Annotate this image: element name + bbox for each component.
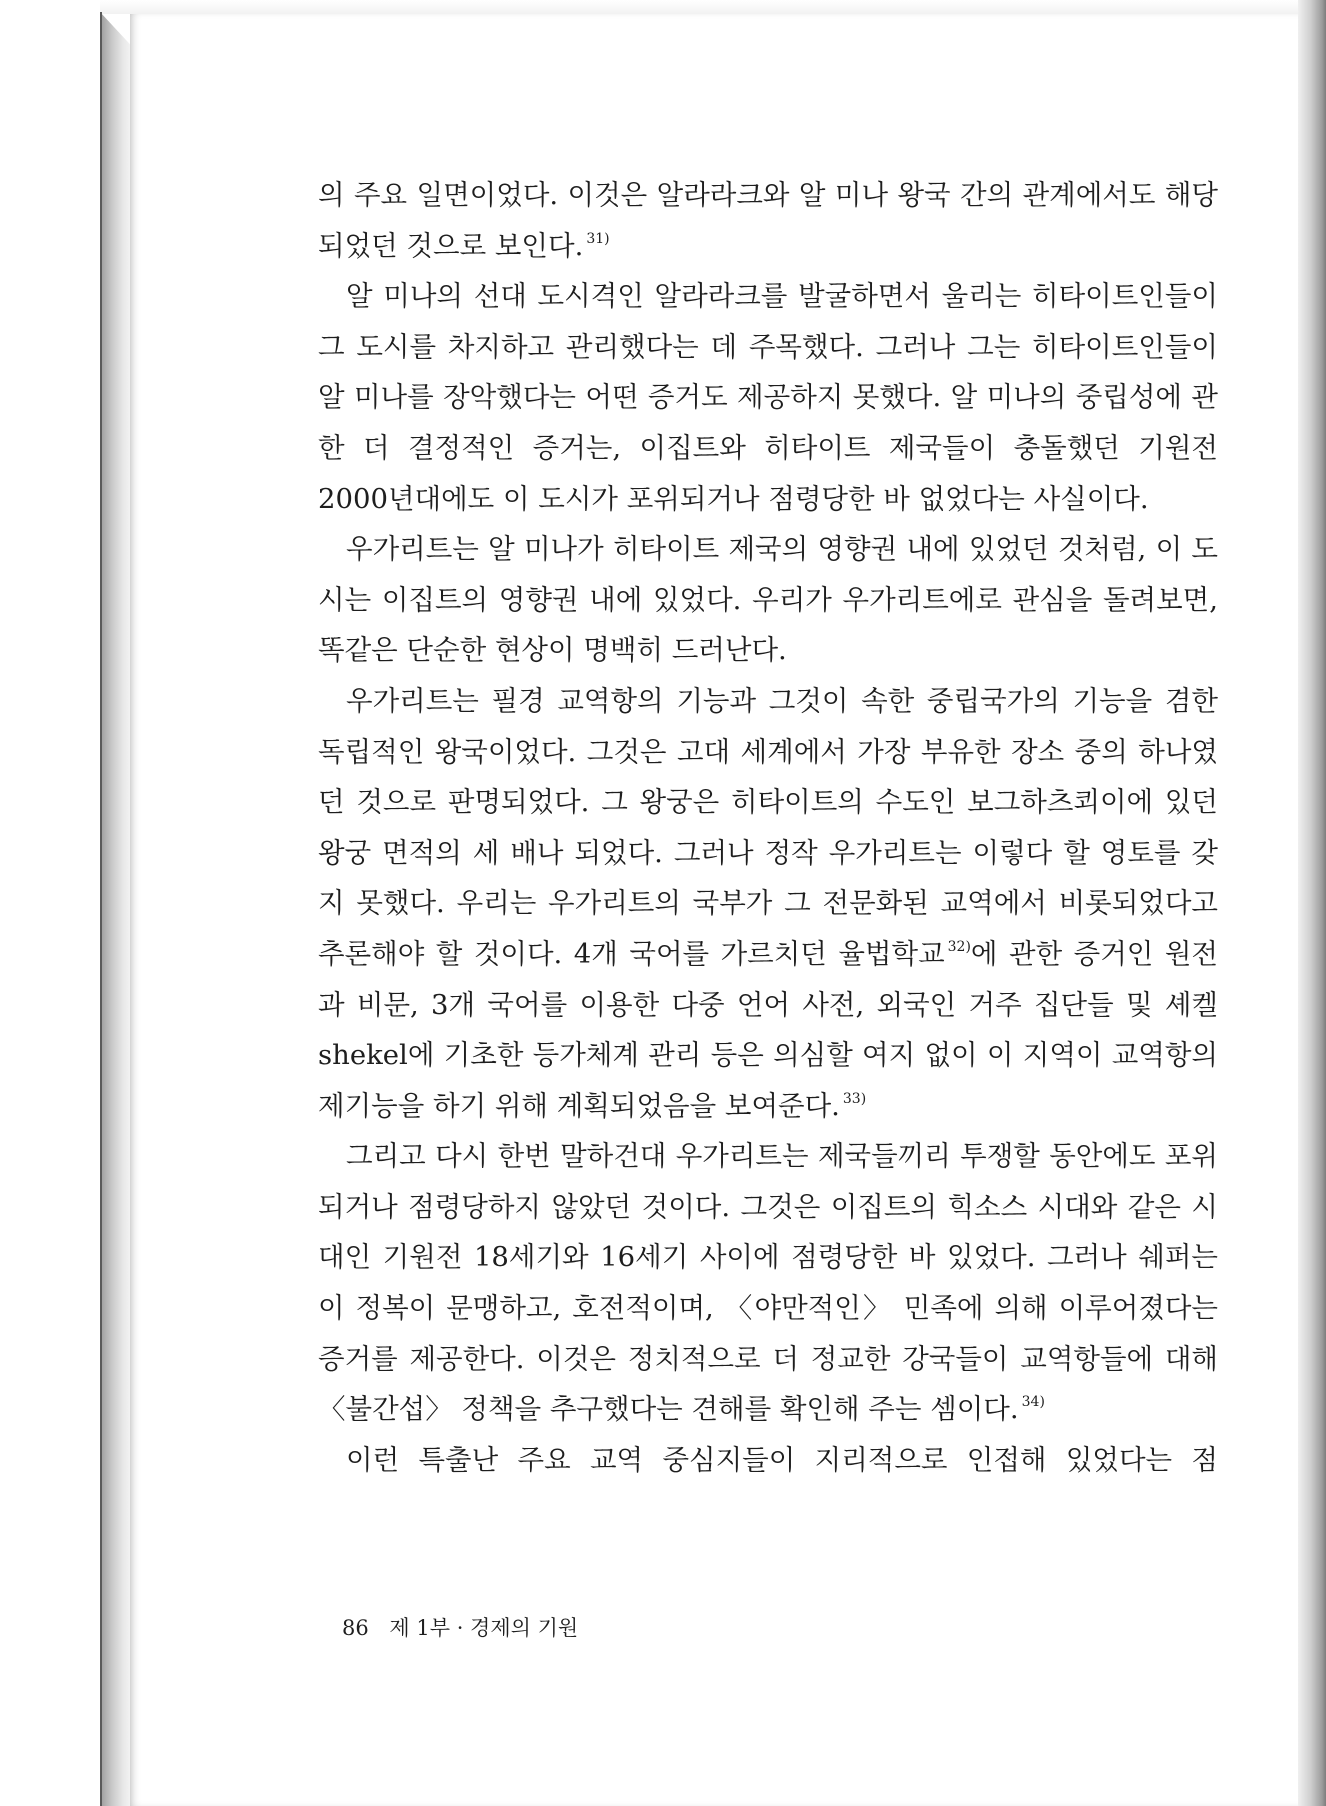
book-right-edge	[1298, 0, 1326, 1806]
page-number: 86	[342, 1616, 369, 1640]
footnote-marker-34: 34)	[1021, 1394, 1045, 1411]
paragraph-5	[318, 1131, 1218, 1435]
paragraph-2-text: 알 미나의 선대 도시격인 알라라크를 발굴하면서 울리는 히타이트인들이 그 도시를 차지하고 관리했다는 데 주목했다. 그러나 그는 히타이트인들이 알 미나를 장악했다는 어떤 증거도 제공하지 못했다. 알 미나의 중립성에 관한 더 결정적인 증거는, 이집트와 히타이트 제국들이 충돌했던 기원전 2000년대에도 이 도시가 포위되거나 점령당한 바 없었다는 사실이다.	[318, 280, 1218, 515]
paragraph-3-text: 우가리트는 알 미나가 히타이트 제국의 영향권 내에 있었던 것처럼, 이 도시는 이집트의 영향권 내에 있었다. 우리가 우가리트에로 관심을 돌려보면, 똑같은 단순한 현상이 명백히 드러난다.	[318, 533, 1218, 667]
paragraph-6-text: 이런 특출난 주요 교역 중심지들이 지리적으로 인접해 있었다는 점	[346, 1443, 1218, 1476]
footnote-marker-31: 31)	[586, 230, 610, 247]
page-footer	[342, 1612, 578, 1642]
paragraph-4-text: 우가리트는 필경 교역항의 기능과 그것이 속한 중립국가의 기능을 겸한 독립적인 왕국이었다. 그것은 고대 세계에서 가장 부유한 장소 중의 하나였던 것으로 판명되었다. 그 왕궁은 히타이트의 수도인 보그하츠쾨이에 있던 왕궁 면적의 세 배나 되었다. 그러나 정작 우가리트는 이렇다 할 영토를 갖지 못했다. 우리는 우가리트의 국부가 그 전문화된 교역에서 비롯되었다고 추론해야 할 것이다. 4개 국어를 가르치던 율법학교	[318, 684, 1218, 970]
body-text	[318, 170, 1218, 1485]
book-left-edge	[100, 12, 130, 1806]
paragraph-3	[318, 524, 1218, 676]
book-left-edge-line	[100, 12, 102, 1806]
footnote-marker-32: 32)	[947, 938, 971, 955]
paragraph-6	[318, 1435, 1218, 1486]
running-title: 제 1부 · 경제의 기원	[389, 1616, 579, 1640]
paragraph-4	[318, 676, 1218, 1131]
paragraph-4-continuation: 에 관한 증거인 원전과 비문, 3개 국어를 이용한 다중 언어 사전, 외국인 거주 집단들 및 셰켈shekel에 기초한 등가체계 관리 등은 의심할 여지 없이 이 지역이 교역항의 제기능을 하기 위해 계획되었음을 보여준다.	[318, 937, 1218, 1122]
book-top-edge	[100, 0, 1326, 14]
paragraph-2	[318, 271, 1218, 524]
paragraph-1-text: 의 주요 일면이었다. 이것은 알라라크와 알 미나 왕국 간의 관계에서도 해당되었던 것으로 보인다.	[318, 179, 1218, 262]
footnote-marker-33: 33)	[842, 1090, 867, 1107]
paragraph-5-text: 그리고 다시 한번 말하건대 우가리트는 제국들끼리 투쟁할 동안에도 포위되거나 점령당하지 않았던 것이다. 그것은 이집트의 힉소스 시대와 같은 시대인 기원전 18세기와 16세기 사이에 점령당한 바 있었다. 그러나 쉐퍼는 이 정복이 문맹하고, 호전적이며, 〈야만적인〉 민족에 의해 이루어졌다는 증거를 제공한다. 이것은 정치적으로 더 정교한 강국들이 교역항들에 대해 〈불간섭〉 정책을 추구했다는 견해를 확인해 주는 셈이다.	[318, 1140, 1218, 1426]
paragraph-1	[318, 170, 1218, 271]
